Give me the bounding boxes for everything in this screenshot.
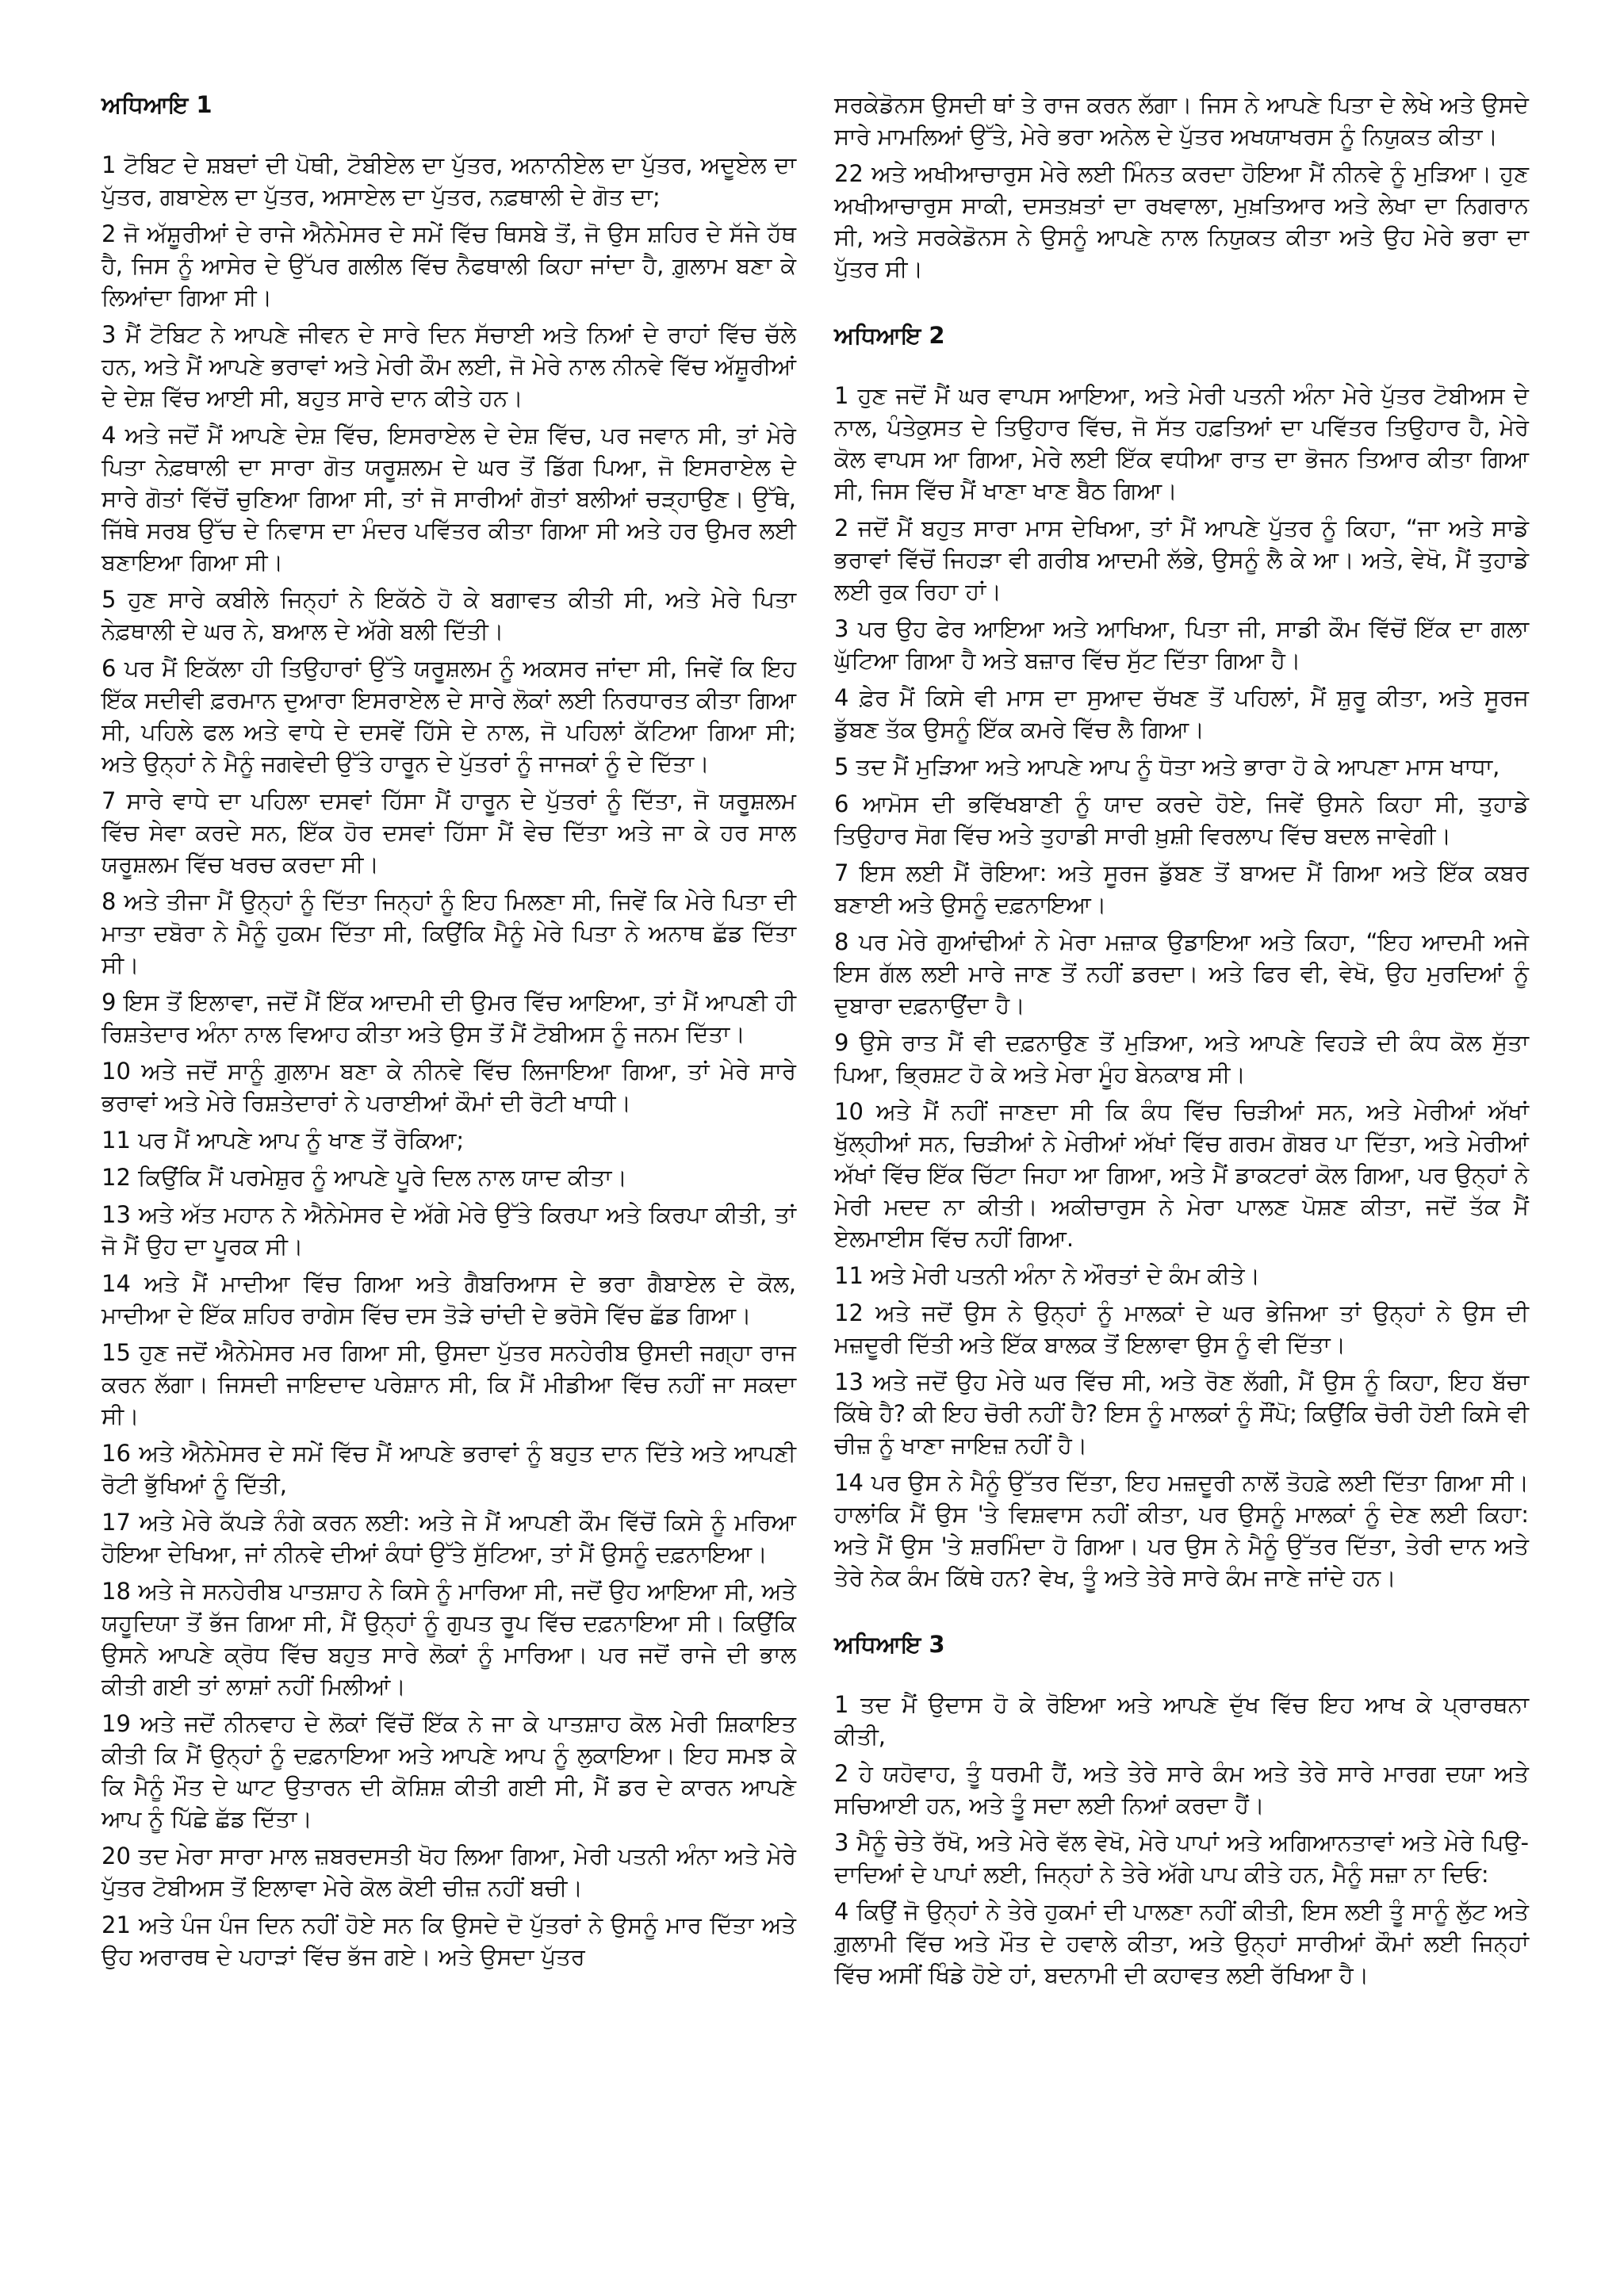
verse: 11 ਪਰ ਮੈਂ ਆਪਣੇ ਆਪ ਨੂੰ ਖਾਣ ਤੋਂ ਰੋਕਿਆ; [102,1127,465,1154]
verse: 12 ਕਿਉਂਕਿ ਮੈਂ ਪਰਮੇਸ਼ੁਰ ਨੂੰ ਆਪਣੇ ਪੂਰੇ ਦਿਲ ਨਾਲ ਯਾਦ ਕੀਤਾ। [102,1164,627,1191]
verse: 4 ਫ਼ੇਰ ਮੈਂ ਕਿਸੇ ਵੀ ਮਾਸ ਦਾ ਸੁਆਦ ਚੱਖਣ ਤੋਂ ਪਹਿਲਾਂ, ਮੈਂ ਸ਼ੁਰੂ ਕੀਤਾ, ਅਤੇ ਸੂਰਜ ਡੁੱਬਣ ਤੱਕ ਉਸਨੂੰ ਇੱਕ ਕਮਰੇ ਵਿੱਚ ਲੈ ਗਿਆ। [834,684,1529,743]
left-column [102,89,796,2245]
verse: 4 ਕਿਉਂ ਜੋ ਉਨ੍ਹਾਂ ਨੇ ਤੇਰੇ ਹੁਕਮਾਂ ਦੀ ਪਾਲਣਾ ਨਹੀਂ ਕੀਤੀ, ਇਸ ਲਈ ਤੂੰ ਸਾਨੂੰ ਲੁੱਟ ਅਤੇ ਗ਼ੁਲਾਮੀ ਵਿੱਚ ਅਤੇ ਮੌਤ ਦੇ ਹਵਾਲੇ ਕੀਤਾ, ਅਤੇ ਉਨ੍ਹਾਂ ਸਾਰੀਆਂ ਕੌਮਾਂ ਲਈ ਜਿਨ੍ਹਾਂ ਵਿੱਚ ਅਸੀਂ ਖਿੰਡੇ ਹੋਏ ਹਾਂ, ਬਦਨਾਮੀ ਦੀ ਕਹਾਵਤ ਲਈ ਰੱਖਿਆ ਹੈ। [834,1898,1529,1988]
verse: 18 ਅਤੇ ਜੇ ਸਨਹੇਰੀਬ ਪਾਤਸ਼ਾਹ ਨੇ ਕਿਸੇ ਨੂੰ ਮਾਰਿਆ ਸੀ, ਜਦੋਂ ਉਹ ਆਇਆ ਸੀ, ਅਤੇ ਯਹੂਦਿਯਾ ਤੋਂ ਭੱਜ ਗਿਆ ਸੀ, ਮੈਂ ਉਨ੍ਹਾਂ ਨੂੰ ਗੁਪਤ ਰੂਪ ਵਿੱਚ ਦਫ਼ਨਾਇਆ ਸੀ। ਕਿਉਂਕਿ ਉਸਨੇ ਆਪਣੇ ਕ੍ਰੋਧ ਵਿੱਚ ਬਹੁਤ ਸਾਰੇ ਲੋਕਾਂ ਨੂੰ ਮਾਰਿਆ। ਪਰ ਜਦੋਂ ਰਾਜੇ ਦੀ ਭਾਲ ਕੀਤੀ ਗਈ ਤਾਂ ਲਾਸ਼ਾਂ ਨਹੀਂ ਮਿਲੀਆਂ। [102,1578,797,1700]
verse: 20 ਤਦ ਮੇਰਾ ਸਾਰਾ ਮਾਲ ਜ਼ਬਰਦਸਤੀ ਖੋਹ ਲਿਆ ਗਿਆ, ਮੇਰੀ ਪਤਨੀ ਅੰਨਾ ਅਤੇ ਮੇਰੇ ਪੁੱਤਰ ਟੋਬੀਅਸ ਤੋਂ ਇਲਾਵਾ ਮੇਰੇ ਕੋਲ ਕੋਈ ਚੀਜ਼ ਨਹੀਂ ਬਚੀ। [102,1843,796,1901]
verse: ਸਰਕੇਡੋਨਸ ਉਸਦੀ ਥਾਂ ਤੇ ਰਾਜ ਕਰਨ ਲੱਗਾ। ਜਿਸ ਨੇ ਆਪਣੇ ਪਿਤਾ ਦੇ ਲੇਖੇ ਅਤੇ ਉਸਦੇ ਸਾਰੇ ਮਾਮਲਿਆਂ ਉੱਤੇ, ਮੇਰੇ ਭਰਾ ਅਨੇਲ ਦੇ ਪੁੱਤਰ ਅਖਯਾਖਰਸ ਨੂੰ ਨਿਯੁਕਤ ਕੀਤਾ। [834,91,1529,150]
verse: 13 ਅਤੇ ਅੱਤ ਮਹਾਨ ਨੇ ਐਨੇਮੇਸਰ ਦੇ ਅੱਗੇ ਮੇਰੇ ਉੱਤੇ ਕਿਰਪਾ ਅਤੇ ਕਿਰਪਾ ਕੀਤੀ, ਤਾਂ ਜੋ ਮੈਂ ਉਹ ਦਾ ਪੂਰਕ ਸੀ। [102,1201,796,1260]
verse: 3 ਮੈਨੂੰ ਚੇਤੇ ਰੱਖੋ, ਅਤੇ ਮੇਰੇ ਵੱਲ ਵੇਖੋ, ਮੇਰੇ ਪਾਪਾਂ ਅਤੇ ਅਗਿਆਨਤਾਵਾਂ ਅਤੇ ਮੇਰੇ ਪਿਉ-ਦਾਦਿਆਂ ਦੇ ਪਾਪਾਂ ਲਈ, ਜਿਨ੍ਹਾਂ ਨੇ ਤੇਰੇ ਅੱਗੇ ਪਾਪ ਕੀਤੇ ਹਨ, ਮੈਨੂੰ ਸਜ਼ਾ ਨਾ ਦਿਓ: [834,1829,1529,1888]
verse: 11 ਅਤੇ ਮੇਰੀ ਪਤਨੀ ਅੰਨਾ ਨੇ ਔਰਤਾਂ ਦੇ ਕੰਮ ਕੀਤੇ। [834,1262,1261,1289]
verse: 3 ਮੈਂ ਟੋਬਿਟ ਨੇ ਆਪਣੇ ਜੀਵਨ ਦੇ ਸਾਰੇ ਦਿਨ ਸੱਚਾਈ ਅਤੇ ਨਿਆਂ ਦੇ ਰਾਹਾਂ ਵਿੱਚ ਚੱਲੇ ਹਨ, ਅਤੇ ਮੈਂ ਆਪਣੇ ਭਰਾਵਾਂ ਅਤੇ ਮੇਰੀ ਕੌਮ ਲਈ, ਜੋ ਮੇਰੇ ਨਾਲ ਨੀਨਵੇ ਵਿੱਚ ਅੱਸ਼ੂਰੀਆਂ ਦੇ ਦੇਸ਼ ਵਿੱਚ ਆਈ ਸੀ, ਬਹੁਤ ਸਾਰੇ ਦਾਨ ਕੀਤੇ ਹਨ। [102,321,796,411]
right-column [834,89,1529,2245]
document-page [102,89,1529,2245]
verse: 14 ਅਤੇ ਮੈਂ ਮਾਦੀਆ ਵਿੱਚ ਗਿਆ ਅਤੇ ਗੈਬਰਿਆਸ ਦੇ ਭਰਾ ਗੈਬਾਏਲ ਦੇ ਕੋਲ, ਮਾਦੀਆ ਦੇ ਇੱਕ ਸ਼ਹਿਰ ਰਾਗੇਸ ਵਿੱਚ ਦਸ ਤੋੜੇ ਚਾਂਦੀ ਦੇ ਭਰੋਸੇ ਵਿੱਚ ਛੱਡ ਗਿਆ। [102,1270,796,1329]
verse: 8 ਪਰ ਮੇਰੇ ਗੁਆਂਢੀਆਂ ਨੇ ਮੇਰਾ ਮਜ਼ਾਕ ਉਡਾਇਆ ਅਤੇ ਕਿਹਾ, “ਇਹ ਆਦਮੀ ਅਜੇ ਇਸ ਗੱਲ ਲਈ ਮਾਰੇ ਜਾਣ ਤੋਂ ਨਹੀਂ ਡਰਦਾ। ਅਤੇ ਫਿਰ ਵੀ, ਵੇਖੋ, ਉਹ ਮੁਰਦਿਆਂ ਨੂੰ ਦੁਬਾਰਾ ਦਫ਼ਨਾਉਂਦਾ ਹੈ। [834,928,1529,1019]
verse: 5 ਹੁਣ ਸਾਰੇ ਕਬੀਲੇ ਜਿਨ੍ਹਾਂ ਨੇ ਇਕੱਠੇ ਹੋ ਕੇ ਬਗਾਵਤ ਕੀਤੀ ਸੀ, ਅਤੇ ਮੇਰੇ ਪਿਤਾ ਨੇਫ਼ਥਾਲੀ ਦੇ ਘਰ ਨੇ, ਬਆਲ ਦੇ ਅੱਗੇ ਬਲੀ ਦਿੱਤੀ। [102,586,796,645]
verse: 7 ਇਸ ਲਈ ਮੈਂ ਰੋਇਆ: ਅਤੇ ਸੂਰਜ ਡੁੱਬਣ ਤੋਂ ਬਾਅਦ ਮੈਂ ਗਿਆ ਅਤੇ ਇੱਕ ਕਬਰ ਬਣਾਈ ਅਤੇ ਉਸਨੂੰ ਦਫ਼ਨਾਇਆ। [834,859,1529,918]
chapter-heading: ਅਧਿਆਇ 1 [102,91,213,118]
verse: 21 ਅਤੇ ਪੰਜ ਪੰਜ ਦਿਨ ਨਹੀਂ ਹੋਏ ਸਨ ਕਿ ਉਸਦੇ ਦੋ ਪੁੱਤਰਾਂ ਨੇ ਉਸਨੂੰ ਮਾਰ ਦਿੱਤਾ ਅਤੇ ਉਹ ਅਰਾਰਥ ਦੇ ਪਹਾੜਾਂ ਵਿੱਚ ਭੱਜ ਗਏ। ਅਤੇ ਉਸਦਾ ਪੁੱਤਰ [102,1911,796,1970]
verse: 9 ਉਸੇ ਰਾਤ ਮੈਂ ਵੀ ਦਫ਼ਨਾਉਣ ਤੋਂ ਮੁੜਿਆ, ਅਤੇ ਆਪਣੇ ਵਿਹੜੇ ਦੀ ਕੰਧ ਕੋਲ ਸੁੱਤਾ ਪਿਆ, ਭ੍ਰਿਸ਼ਟ ਹੋ ਕੇ ਅਤੇ ਮੇਰਾ ਮੂੰਹ ਬੇਨਕਾਬ ਸੀ। [834,1029,1529,1088]
verse: 4 ਅਤੇ ਜਦੋਂ ਮੈਂ ਆਪਣੇ ਦੇਸ਼ ਵਿੱਚ, ਇਸਰਾਏਲ ਦੇ ਦੇਸ਼ ਵਿੱਚ, ਪਰ ਜਵਾਨ ਸੀ, ਤਾਂ ਮੇਰੇ ਪਿਤਾ ਨੇਫ਼ਥਾਲੀ ਦਾ ਸਾਰਾ ਗੋਤ ਯਰੂਸ਼ਲਮ ਦੇ ਘਰ ਤੋਂ ਡਿੱਗ ਪਿਆ, ਜੋ ਇਸਰਾਏਲ ਦੇ ਸਾਰੇ ਗੋਤਾਂ ਵਿੱਚੋਂ ਚੁਣਿਆ ਗਿਆ ਸੀ, ਤਾਂ ਜੋ ਸਾਰੀਆਂ ਗੋਤਾਂ ਬਲੀਆਂ ਚੜ੍ਹਾਉਣ। ਉੱਥੇ, ਜਿੱਥੇ ਸਰਬ ਉੱਚ ਦੇ ਨਿਵਾਸ ਦਾ ਮੰਦਰ ਪਵਿੱਤਰ ਕੀਤਾ ਗਿਆ ਸੀ ਅਤੇ ਹਰ ਉਮਰ ਲਈ ਬਣਾਇਆ ਗਿਆ ਸੀ। [102,422,796,576]
verse: 9 ਇਸ ਤੋਂ ਇਲਾਵਾ, ਜਦੋਂ ਮੈਂ ਇੱਕ ਆਦਮੀ ਦੀ ਉਮਰ ਵਿੱਚ ਆਇਆ, ਤਾਂ ਮੈਂ ਆਪਣੀ ਹੀ ਰਿਸ਼ਤੇਦਾਰ ਅੰਨਾ ਨਾਲ ਵਿਆਹ ਕੀਤਾ ਅਤੇ ਉਸ ਤੋਂ ਮੈਂ ਟੋਬੀਅਸ ਨੂੰ ਜਨਮ ਦਿੱਤਾ। [102,989,796,1047]
verse: 6 ਪਰ ਮੈਂ ਇਕੱਲਾ ਹੀ ਤਿਉਹਾਰਾਂ ਉੱਤੇ ਯਰੂਸ਼ਲਮ ਨੂੰ ਅਕਸਰ ਜਾਂਦਾ ਸੀ, ਜਿਵੇਂ ਕਿ ਇਹ ਇੱਕ ਸਦੀਵੀ ਫ਼ਰਮਾਨ ਦੁਆਰਾ ਇਸਰਾਏਲ ਦੇ ਸਾਰੇ ਲੋਕਾਂ ਲਈ ਨਿਰਧਾਰਤ ਕੀਤਾ ਗਿਆ ਸੀ, ਪਹਿਲੇ ਫਲ ਅਤੇ ਵਾਧੇ ਦੇ ਦਸਵੇਂ ਹਿੱਸੇ ਦੇ ਨਾਲ, ਜੋ ਪਹਿਲਾਂ ਕੱਟਿਆ ਗਿਆ ਸੀ; ਅਤੇ ਉਨ੍ਹਾਂ ਨੇ ਮੈਨੂੰ ਜਗਵੇਦੀ ਉੱਤੇ ਹਾਰੂਨ ਦੇ ਪੁੱਤਰਾਂ ਨੂੰ ਜਾਜਕਾਂ ਨੂੰ ਦੇ ਦਿੱਤਾ। [102,655,796,777]
verse: 10 ਅਤੇ ਜਦੋਂ ਸਾਨੂੰ ਗ਼ੁਲਾਮ ਬਣਾ ਕੇ ਨੀਨਵੇ ਵਿੱਚ ਲਿਜਾਇਆ ਗਿਆ, ਤਾਂ ਮੇਰੇ ਸਾਰੇ ਭਰਾਵਾਂ ਅਤੇ ਮੇਰੇ ਰਿਸ਼ਤੇਦਾਰਾਂ ਨੇ ਪਰਾਈਆਂ ਕੌਮਾਂ ਦੀ ਰੋਟੀ ਖਾਧੀ। [102,1058,796,1116]
verse: 12 ਅਤੇ ਜਦੋਂ ਉਸ ਨੇ ਉਨ੍ਹਾਂ ਨੂੰ ਮਾਲਕਾਂ ਦੇ ਘਰ ਭੇਜਿਆ ਤਾਂ ਉਨ੍ਹਾਂ ਨੇ ਉਸ ਦੀ ਮਜ਼ਦੂਰੀ ਦਿੱਤੀ ਅਤੇ ਇੱਕ ਬਾਲਕ ਤੋਂ ਇਲਾਵਾ ਉਸ ਨੂੰ ਵੀ ਦਿੱਤਾ। [834,1299,1529,1358]
verse: 5 ਤਦ ਮੈਂ ਮੁੜਿਆ ਅਤੇ ਆਪਣੇ ਆਪ ਨੂੰ ਧੋਤਾ ਅਤੇ ਭਾਰਾ ਹੋ ਕੇ ਆਪਣਾ ਮਾਸ ਖਾਧਾ, [834,753,1500,780]
verse: 15 ਹੁਣ ਜਦੋਂ ਐਨੇਮੇਸਰ ਮਰ ਗਿਆ ਸੀ, ਉਸਦਾ ਪੁੱਤਰ ਸਨਹੇਰੀਬ ਉਸਦੀ ਜਗ੍ਹਾ ਰਾਜ ਕਰਨ ਲੱਗਾ। ਜਿਸਦੀ ਜਾਇਦਾਦ ਪਰੇਸ਼ਾਨ ਸੀ, ਕਿ ਮੈਂ ਮੀਡੀਆ ਵਿੱਚ ਨਹੀਂ ਜਾ ਸਕਦਾ ਸੀ। [102,1339,796,1429]
verse: 2 ਜੋ ਅੱਸ਼ੂਰੀਆਂ ਦੇ ਰਾਜੇ ਐਨੇਮੇਸਰ ਦੇ ਸਮੇਂ ਵਿੱਚ ਥਿਸਬੇ ਤੋਂ, ਜੋ ਉਸ ਸ਼ਹਿਰ ਦੇ ਸੱਜੇ ਹੱਥ ਹੈ, ਜਿਸ ਨੂੰ ਆਸੇਰ ਦੇ ਉੱਪਰ ਗਲੀਲ ਵਿੱਚ ਨੈਫਥਾਲੀ ਕਿਹਾ ਜਾਂਦਾ ਹੈ, ਗ਼ੁਲਾਮ ਬਣਾ ਕੇ ਲਿਆਂਦਾ ਗਿਆ ਸੀ। [102,220,796,311]
verse: 22 ਅਤੇ ਅਖੀਆਚਾਰੁਸ ਮੇਰੇ ਲਈ ਮਿੰਨਤ ਕਰਦਾ ਹੋਇਆ ਮੈਂ ਨੀਨਵੇ ਨੂੰ ਮੁੜਿਆ। ਹੁਣ ਅਖੀਆਚਾਰੁਸ ਸਾਕੀ, ਦਸਤਖ਼ਤਾਂ ਦਾ ਰਖਵਾਲਾ, ਮੁਖ਼ਤਿਆਰ ਅਤੇ ਲੇਖਾ ਦਾ ਨਿਗਰਾਨ ਸੀ, ਅਤੇ ਸਰਕੇਡੋਨਸ ਨੇ ਉਸਨੂੰ ਆਪਣੇ ਨਾਲ ਨਿਯੁਕਤ ਕੀਤਾ ਅਤੇ ਉਹ ਮੇਰੇ ਭਰਾ ਦਾ ਪੁੱਤਰ ਸੀ। [834,160,1529,282]
verse: 6 ਆਮੋਸ ਦੀ ਭਵਿੱਖਬਾਣੀ ਨੂੰ ਯਾਦ ਕਰਦੇ ਹੋਏ, ਜਿਵੇਂ ਉਸਨੇ ਕਿਹਾ ਸੀ, ਤੁਹਾਡੇ ਤਿਉਹਾਰ ਸੋਗ ਵਿੱਚ ਅਤੇ ਤੁਹਾਡੀ ਸਾਰੀ ਖ਼ੁਸ਼ੀ ਵਿਰਲਾਪ ਵਿੱਚ ਬਦਲ ਜਾਵੇਗੀ। [834,790,1529,849]
verse: 7 ਸਾਰੇ ਵਾਧੇ ਦਾ ਪਹਿਲਾ ਦਸਵਾਂ ਹਿੱਸਾ ਮੈਂ ਹਾਰੂਨ ਦੇ ਪੁੱਤਰਾਂ ਨੂੰ ਦਿੱਤਾ, ਜੋ ਯਰੂਸ਼ਲਮ ਵਿੱਚ ਸੇਵਾ ਕਰਦੇ ਸਨ, ਇੱਕ ਹੋਰ ਦਸਵਾਂ ਹਿੱਸਾ ਮੈਂ ਵੇਚ ਦਿੱਤਾ ਅਤੇ ਜਾ ਕੇ ਹਰ ਸਾਲ ਯਰੂਸ਼ਲਮ ਵਿੱਚ ਖਰਚ ਕਰਦਾ ਸੀ। [102,787,796,878]
verse: 13 ਅਤੇ ਜਦੋਂ ਉਹ ਮੇਰੇ ਘਰ ਵਿੱਚ ਸੀ, ਅਤੇ ਰੋਣ ਲੱਗੀ, ਮੈਂ ਉਸ ਨੂੰ ਕਿਹਾ, ਇਹ ਬੱਚਾ ਕਿੱਥੇ ਹੈ? ਕੀ ਇਹ ਚੋਰੀ ਨਹੀਂ ਹੈ? ਇਸ ਨੂੰ ਮਾਲਕਾਂ ਨੂੰ ਸੌਂਪੋ; ਕਿਉਂਕਿ ਚੋਰੀ ਹੋਈ ਕਿਸੇ ਵੀ ਚੀਜ਼ ਨੂੰ ਖਾਣਾ ਜਾਇਜ਼ ਨਹੀਂ ਹੈ। [834,1368,1529,1459]
verse: 8 ਅਤੇ ਤੀਜਾ ਮੈਂ ਉਨ੍ਹਾਂ ਨੂੰ ਦਿੱਤਾ ਜਿਨ੍ਹਾਂ ਨੂੰ ਇਹ ਮਿਲਣਾ ਸੀ, ਜਿਵੇਂ ਕਿ ਮੇਰੇ ਪਿਤਾ ਦੀ ਮਾਤਾ ਦਬੋਰਾ ਨੇ ਮੈਨੂੰ ਹੁਕਮ ਦਿੱਤਾ ਸੀ, ਕਿਉਂਕਿ ਮੈਨੂੰ ਮੇਰੇ ਪਿਤਾ ਨੇ ਅਨਾਥ ਛੱਡ ਦਿੱਤਾ ਸੀ। [102,888,796,978]
verse: 1 ਟੋਬਿਟ ਦੇ ਸ਼ਬਦਾਂ ਦੀ ਪੋਥੀ, ਟੋਬੀਏਲ ਦਾ ਪੁੱਤਰ, ਅਨਾਨੀਏਲ ਦਾ ਪੁੱਤਰ, ਅਦੂਏਲ ਦਾ ਪੁੱਤਰ, ਗਬਾਏਲ ਦਾ ਪੁੱਤਰ, ਅਸਾਏਲ ਦਾ ਪੁੱਤਰ, ਨਫ਼ਥਾਲੀ ਦੇ ਗੋਤ ਦਾ; [102,151,796,210]
verse: 2 ਜਦੋਂ ਮੈਂ ਬਹੁਤ ਸਾਰਾ ਮਾਸ ਦੇਖਿਆ, ਤਾਂ ਮੈਂ ਆਪਣੇ ਪੁੱਤਰ ਨੂੰ ਕਿਹਾ, “ਜਾ ਅਤੇ ਸਾਡੇ ਭਰਾਵਾਂ ਵਿੱਚੋਂ ਜਿਹੜਾ ਵੀ ਗਰੀਬ ਆਦਮੀ ਲੱਭੇ, ਉਸਨੂੰ ਲੈ ਕੇ ਆ। ਅਤੇ, ਵੇਖੋ, ਮੈਂ ਤੁਹਾਡੇ ਲਈ ਰੁਕ ਰਿਹਾ ਹਾਂ। [834,515,1529,605]
chapter-heading: ਅਧਿਆਇ 3 [834,1631,945,1658]
verse: 3 ਪਰ ਉਹ ਫੇਰ ਆਇਆ ਅਤੇ ਆਖਿਆ, ਪਿਤਾ ਜੀ, ਸਾਡੀ ਕੌਮ ਵਿੱਚੋਂ ਇੱਕ ਦਾ ਗਲਾ ਘੁੱਟਿਆ ਗਿਆ ਹੈ ਅਤੇ ਬਜ਼ਾਰ ਵਿੱਚ ਸੁੱਟ ਦਿੱਤਾ ਗਿਆ ਹੈ। [834,615,1529,674]
chapter-heading: ਅਧਿਆਇ 2 [834,322,945,349]
verse: 16 ਅਤੇ ਐਨੇਮੇਸਰ ਦੇ ਸਮੇਂ ਵਿੱਚ ਮੈਂ ਆਪਣੇ ਭਰਾਵਾਂ ਨੂੰ ਬਹੁਤ ਦਾਨ ਦਿੱਤੇ ਅਤੇ ਆਪਣੀ ਰੋਟੀ ਭੁੱਖਿਆਂ ਨੂੰ ਦਿੱਤੀ, [102,1440,796,1498]
verse: 2 ਹੇ ਯਹੋਵਾਹ, ਤੂੰ ਧਰਮੀ ਹੈਂ, ਅਤੇ ਤੇਰੇ ਸਾਰੇ ਕੰਮ ਅਤੇ ਤੇਰੇ ਸਾਰੇ ਮਾਰਗ ਦਯਾ ਅਤੇ ਸਚਿਆਈ ਹਨ, ਅਤੇ ਤੂੰ ਸਦਾ ਲਈ ਨਿਆਂ ਕਰਦਾ ਹੈਂ। [834,1760,1529,1819]
verse: 1 ਤਦ ਮੈਂ ਉਦਾਸ ਹੋ ਕੇ ਰੋਇਆ ਅਤੇ ਆਪਣੇ ਦੁੱਖ ਵਿੱਚ ਇਹ ਆਖ ਕੇ ਪ੍ਰਾਰਥਨਾ ਕੀਤੀ, [834,1691,1529,1750]
verse: 19 ਅਤੇ ਜਦੋਂ ਨੀਨਵਾਹ ਦੇ ਲੋਕਾਂ ਵਿੱਚੋਂ ਇੱਕ ਨੇ ਜਾ ਕੇ ਪਾਤਸ਼ਾਹ ਕੋਲ ਮੇਰੀ ਸ਼ਿਕਾਇਤ ਕੀਤੀ ਕਿ ਮੈਂ ਉਨ੍ਹਾਂ ਨੂੰ ਦਫ਼ਨਾਇਆ ਅਤੇ ਆਪਣੇ ਆਪ ਨੂੰ ਲੁਕਾਇਆ। ਇਹ ਸਮਝ ਕੇ ਕਿ ਮੈਨੂੰ ਮੌਤ ਦੇ ਘਾਟ ਉਤਾਰਨ ਦੀ ਕੋਸ਼ਿਸ਼ ਕੀਤੀ ਗਈ ਸੀ, ਮੈਂ ਡਰ ਦੇ ਕਾਰਨ ਆਪਣੇ ਆਪ ਨੂੰ ਪਿੱਛੇ ਛੱਡ ਦਿੱਤਾ। [102,1710,796,1832]
verse: 17 ਅਤੇ ਮੇਰੇ ਕੱਪੜੇ ਨੰਗੇ ਕਰਨ ਲਈ: ਅਤੇ ਜੇ ਮੈਂ ਆਪਣੀ ਕੌਮ ਵਿੱਚੋਂ ਕਿਸੇ ਨੂੰ ਮਰਿਆ ਹੋਇਆ ਦੇਖਿਆ, ਜਾਂ ਨੀਨਵੇ ਦੀਆਂ ਕੰਧਾਂ ਉੱਤੇ ਸੁੱਟਿਆ, ਤਾਂ ਮੈਂ ਉਸਨੂੰ ਦਫ਼ਨਾਇਆ। [102,1509,796,1567]
verse: 10 ਅਤੇ ਮੈਂ ਨਹੀਂ ਜਾਣਦਾ ਸੀ ਕਿ ਕੰਧ ਵਿੱਚ ਚਿੜੀਆਂ ਸਨ, ਅਤੇ ਮੇਰੀਆਂ ਅੱਖਾਂ ਖੁੱਲ੍ਹੀਆਂ ਸਨ, ਚਿੜੀਆਂ ਨੇ ਮੇਰੀਆਂ ਅੱਖਾਂ ਵਿੱਚ ਗਰਮ ਗੋਬਰ ਪਾ ਦਿੱਤਾ, ਅਤੇ ਮੇਰੀਆਂ ਅੱਖਾਂ ਵਿੱਚ ਇੱਕ ਚਿੱਟਾ ਜਿਹਾ ਆ ਗਿਆ, ਅਤੇ ਮੈਂ ਡਾਕਟਰਾਂ ਕੋਲ ਗਿਆ, ਪਰ ਉਨ੍ਹਾਂ ਨੇ ਮੇਰੀ ਮਦਦ ਨਾ ਕੀਤੀ। ਅਕੀਚਾਰੁਸ ਨੇ ਮੇਰਾ ਪਾਲਣ ਪੋਸ਼ਣ ਕੀਤਾ, ਜਦੋਂ ਤੱਕ ਮੈਂ ਏਲਮਾਈਸ ਵਿੱਚ ਨਹੀਂ ਗਿਆ. [834,1098,1529,1252]
verse: 1 ਹੁਣ ਜਦੋਂ ਮੈਂ ਘਰ ਵਾਪਸ ਆਇਆ, ਅਤੇ ਮੇਰੀ ਪਤਨੀ ਅੰਨਾ ਮੇਰੇ ਪੁੱਤਰ ਟੋਬੀਅਸ ਦੇ ਨਾਲ, ਪੰਤੇਕੁਸਤ ਦੇ ਤਿਉਹਾਰ ਵਿੱਚ, ਜੋ ਸੱਤ ਹਫ਼ਤਿਆਂ ਦਾ ਪਵਿੱਤਰ ਤਿਉਹਾਰ ਹੈ, ਮੇਰੇ ਕੋਲ ਵਾਪਸ ਆ ਗਿਆ, ਮੇਰੇ ਲਈ ਇੱਕ ਵਧੀਆ ਰਾਤ ਦਾ ਭੋਜਨ ਤਿਆਰ ਕੀਤਾ ਗਿਆ ਸੀ, ਜਿਸ ਵਿੱਚ ਮੈਂ ਖਾਣਾ ਖਾਣ ਬੈਠ ਗਿਆ। [834,382,1529,504]
verse: 14 ਪਰ ਉਸ ਨੇ ਮੈਨੂੰ ਉੱਤਰ ਦਿੱਤਾ, ਇਹ ਮਜ਼ਦੂਰੀ ਨਾਲੋਂ ਤੋਹਫ਼ੇ ਲਈ ਦਿੱਤਾ ਗਿਆ ਸੀ। ਹਾਲਾਂਕਿ ਮੈਂ ਉਸ 'ਤੇ ਵਿਸ਼ਵਾਸ ਨਹੀਂ ਕੀਤਾ, ਪਰ ਉਸਨੂੰ ਮਾਲਕਾਂ ਨੂੰ ਦੇਣ ਲਈ ਕਿਹਾ: ਅਤੇ ਮੈਂ ਉਸ 'ਤੇ ਸ਼ਰਮਿੰਦਾ ਹੋ ਗਿਆ। ਪਰ ਉਸ ਨੇ ਮੈਨੂੰ ਉੱਤਰ ਦਿੱਤਾ, ਤੇਰੀ ਦਾਨ ਅਤੇ ਤੇਰੇ ਨੇਕ ਕੰਮ ਕਿੱਥੇ ਹਨ? ਵੇਖ, ਤੂੰ ਅਤੇ ਤੇਰੇ ਸਾਰੇ ਕੰਮ ਜਾਣੇ ਜਾਂਦੇ ਹਨ। [834,1469,1529,1591]
